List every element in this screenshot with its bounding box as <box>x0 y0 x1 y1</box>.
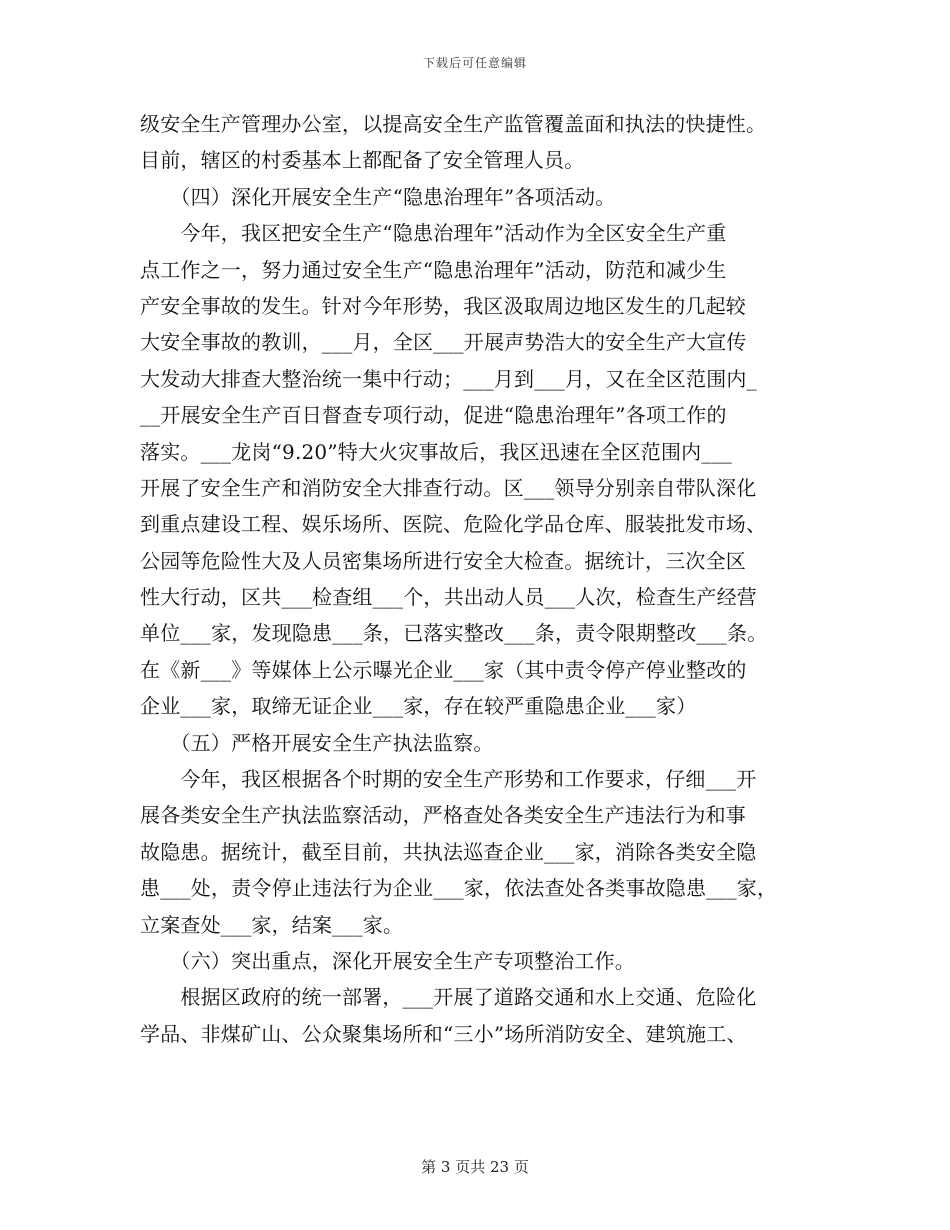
page-number: 第 3 页共 23 页 <box>421 1158 529 1176</box>
text-line: 单位___家，发现隐患___条，已落实整改___条，责令限期整改___条。 <box>140 621 768 646</box>
text-line: 到重点建设工程、娱乐场所、医院、危险化学品仓库、服装批发市场、 <box>140 512 767 537</box>
document-body <box>140 106 820 1052</box>
text-line: 级安全生产管理办公室，以提高安全生产监管覆盖面和执法的快捷性。 <box>140 112 767 136</box>
text-line: 点工作之一，努力通过安全生产“隐患治理年”活动，防范和减少生 <box>140 257 727 282</box>
section-heading: （四）深化开展安全生产“隐患治理年”各项活动。 <box>140 184 616 209</box>
text-line: 故隐患。据统计，截至目前，共执法巡查企业___家，消除各类安全隐 <box>140 839 757 864</box>
page-header: 下载后可任意编辑 <box>422 56 527 70</box>
text-line: 产安全事故的发生。针对今年形势，我区汲取周边地区发生的几起较 <box>140 293 746 318</box>
section-heading: （六）突出重点，深化开展安全生产专项整治工作。 <box>140 948 635 973</box>
text-line: __开展安全生产百日督查专项行动，促进“隐患治理年”各项工作的 <box>140 403 727 428</box>
text-line: 大发动大排查大整治统一集中行动；___月到___月，又在全区范围内_ <box>140 366 757 391</box>
text-line: 性大行动，区共___检查组___个，共出动人员___人次，检查生产经营 <box>140 585 757 610</box>
text-line: 公园等危险性大及人员密集场所进行安全大检查。据统计，三次全区 <box>140 548 746 573</box>
text-line: 展各类安全生产执法监察活动，严格查处各类安全生产违法行为和事 <box>140 803 746 828</box>
text-line: 落实。___龙岗“9.20”特大火灾事故后，我区迅速在全区范围内___ <box>140 439 732 464</box>
text-line: 在《新___》等媒体上公示曝光企业___家（其中责令停产停业整改的 <box>140 657 747 682</box>
text-line: 今年，我区把安全生产“隐患治理年”活动作为全区安全生产重 <box>140 221 727 246</box>
text-line: 目前，辖区的村委基本上都配备了安全管理人员。 <box>140 148 585 173</box>
text-line: 立案查处___家，结案___家。 <box>140 912 404 937</box>
text-line: 开展了安全生产和消防安全大排查行动。区___领导分别亲自带队深化 <box>140 475 757 500</box>
text-line: 今年，我区根据各个时期的安全生产形势和工作要求，仔细___开 <box>140 767 757 792</box>
text-line: 企业___家，取缔无证企业___家，存在较严重隐患企业___家） <box>140 694 697 719</box>
text-line: 大安全事故的教训，___月，全区___开展声势浩大的安全生产大宣传 <box>140 330 747 355</box>
section-heading: （五）严格开展安全生产执法监察。 <box>140 730 494 755</box>
text-line: 患___处，责令停止违法行为企业___家，依法查处各类事故隐患___家， <box>140 876 778 901</box>
text-line: 根据区政府的统一部署，___开展了道路交通和水上交通、危险化 <box>140 985 757 1010</box>
text-line: 学品、非煤矿山、公众聚集场所和“三小”场所消防安全、建筑施工、 <box>140 1021 747 1046</box>
